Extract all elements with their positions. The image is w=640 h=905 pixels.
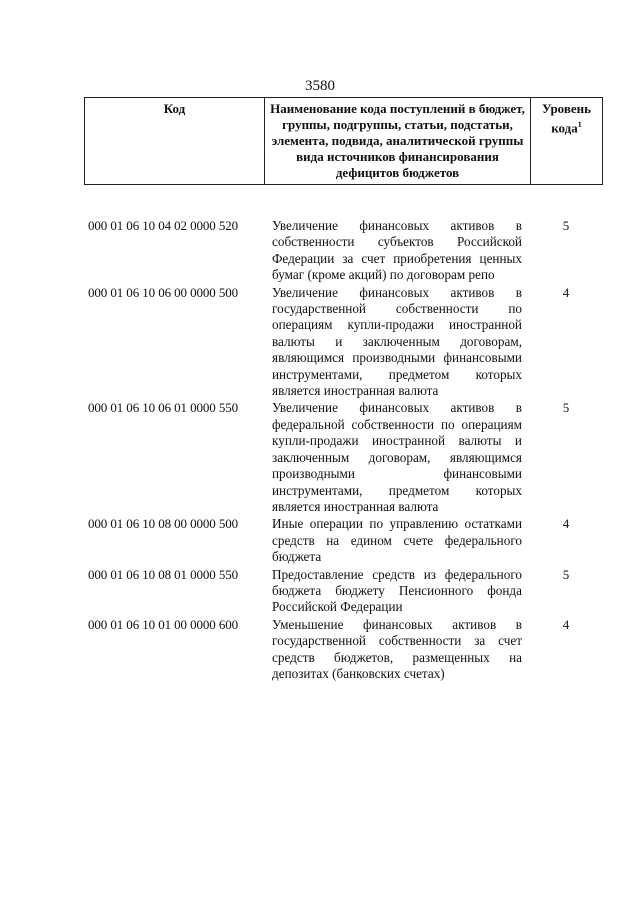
row-name: Увеличение финансовых активов в государственной собственности по операциям купли-продажи иностранной валюты и заключенным договорам, являющимся производными финансовыми инструментами, предметом которых является иностранная валюта (272, 284, 522, 399)
row-level: 4 (562, 616, 570, 632)
header-level-label: Уровень кода (541, 101, 592, 136)
row-level: 4 (562, 284, 570, 300)
row-name: Уменьшение финансовых активов в государственной собственности за счет средств бюджетов, размещенных на депозитах (банковских счетах) (272, 616, 522, 681)
table-row (88, 617, 602, 683)
page-number: 3580 (305, 78, 335, 94)
row-code: 000 01 06 10 06 01 0000 550 (88, 400, 239, 416)
row-name: Иные операции по управлению остатками средств на едином счете федерального бюджета (272, 516, 522, 565)
header-name (265, 98, 531, 185)
row-level: 5 (562, 400, 570, 416)
row-name: Предоставление средств из федерального бюджета бюджету Пенсионного фонда Российской Федерации (272, 566, 522, 615)
table-row (88, 567, 602, 616)
header-name-label: Наименование кода поступлений в бюджет, группы, подгруппы, статьи, подстатьи, элемента, подвида, аналитической группы вида источников финансирования дефицитов бюджетов (270, 101, 525, 180)
row-code: 000 01 06 10 06 00 0000 500 (88, 284, 239, 300)
table-row (88, 218, 602, 284)
header-code (85, 98, 265, 185)
table-row (88, 516, 602, 565)
row-code: 000 01 06 10 08 01 0000 550 (88, 566, 239, 582)
table-row (88, 400, 602, 515)
row-code: 000 01 06 10 04 02 0000 520 (88, 218, 239, 233)
table-body (88, 218, 602, 683)
header-code-label: Код (163, 101, 186, 116)
row-level: 5 (562, 566, 570, 582)
row-name: Увеличение финансовых активов в федеральной собственности по операциям купли-продажи иностранной валюты и заключенным договорам, являющимся производными финансовыми инструментами, предметом которых является иностранная валюта (272, 400, 522, 514)
header-level-footnote: 1 (577, 120, 582, 129)
row-code: 000 01 06 10 08 00 0000 500 (88, 516, 239, 532)
row-code: 000 01 06 10 01 00 0000 600 (88, 616, 239, 632)
row-level: 5 (562, 218, 570, 233)
header-level (531, 98, 603, 185)
row-level: 4 (562, 516, 570, 532)
table-row (88, 285, 602, 400)
row-name: Увеличение финансовых активов в собственности субъектов Российской Федерации за счет приобретения ценных бумаг (кроме акций) по договорам репо (272, 218, 522, 283)
table-header (84, 97, 603, 185)
